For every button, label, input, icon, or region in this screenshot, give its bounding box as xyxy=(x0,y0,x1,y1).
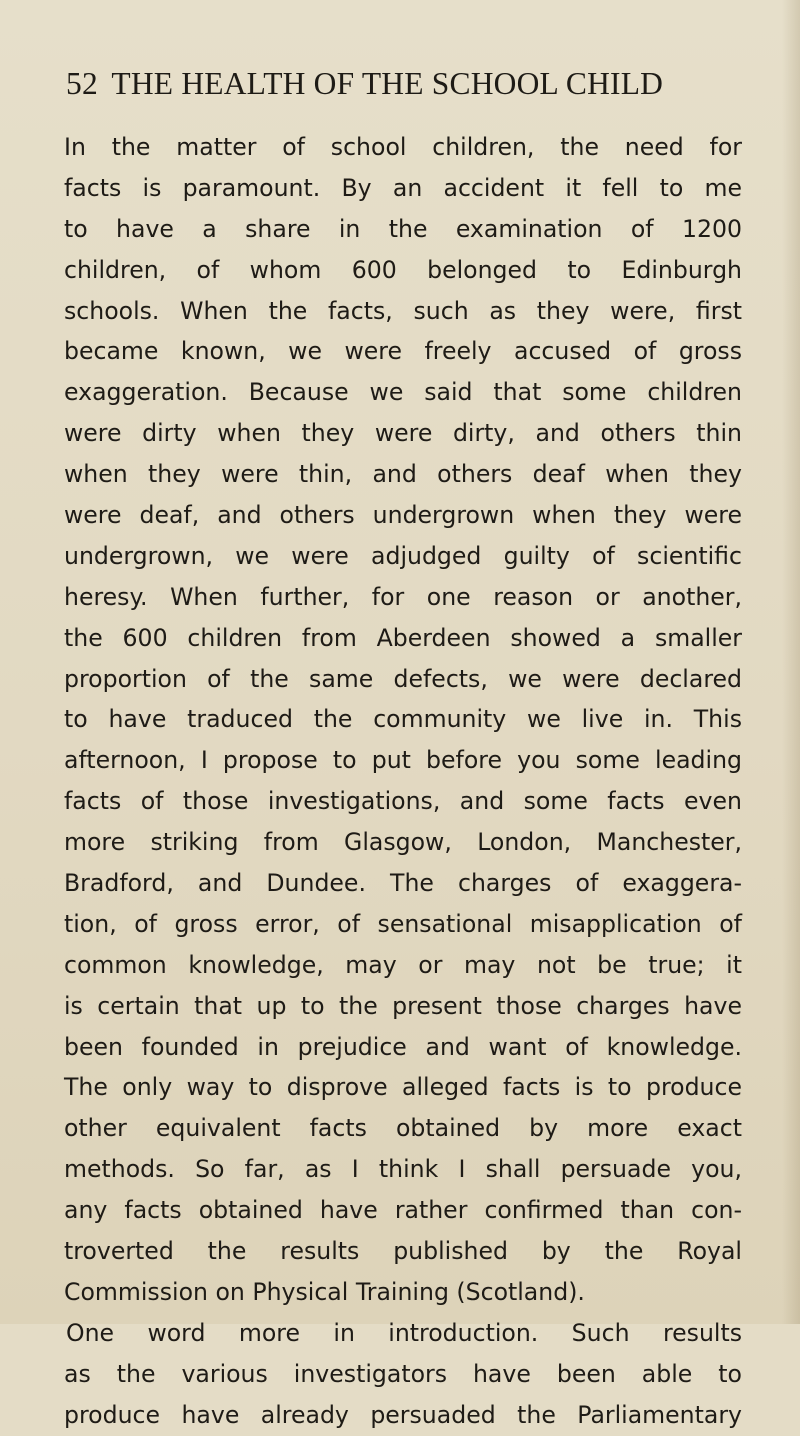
text-line: afternoon, I propose to put before you some leading xyxy=(64,746,742,775)
page-number: 52 xyxy=(66,66,98,101)
text-line: to have a share in the examination of 1200 xyxy=(64,214,742,243)
text-line: common knowledge, may or may not be true; it xyxy=(64,950,742,979)
text-line: troverted the results published by the Royal xyxy=(64,1237,742,1266)
text-line: were dirty when they were dirty, and others thin xyxy=(64,419,742,448)
text-line: became known, we were freely accused of gross xyxy=(64,337,742,366)
text-line: when they were thin, and others deaf when they xyxy=(64,460,742,489)
text-line: more striking from Glasgow, London, Manchester, xyxy=(64,828,742,857)
text-line: children, of whom 600 belonged to Edinburgh xyxy=(64,255,742,284)
text-line: facts is paramount. By an accident it fell to me xyxy=(64,173,742,202)
text-line: to have traduced the community we live in. This xyxy=(64,705,742,734)
text-line: heresy. When further, for one reason or another, xyxy=(64,582,742,611)
text-line: Bradford, and Dundee. The charges of exaggera- xyxy=(64,869,742,898)
text-line: as the various investigators have been able to xyxy=(64,1359,742,1388)
text-line: proportion of the same defects, we were declared xyxy=(64,664,742,693)
text-line: Commission on Physical Training (Scotland). xyxy=(64,1277,585,1306)
text-line: produce have already persuaded the Parliamentary xyxy=(64,1400,742,1429)
text-line: other equivalent facts obtained by more exact xyxy=(64,1114,742,1143)
text-line: exaggeration. Because we said that some children xyxy=(64,378,742,407)
text-line: facts of those investigations, and some facts even xyxy=(64,787,742,816)
running-title: THE HEALTH OF THE SCHOOL CHILD xyxy=(111,66,664,101)
text-line: In the matter of school children, the need for xyxy=(64,133,742,161)
page-edge-shadow xyxy=(782,0,800,1324)
text-line: schools. When the facts, such as they were, first xyxy=(64,296,742,325)
text-line: been founded in prejudice and want of knowledge. xyxy=(64,1032,742,1061)
running-head xyxy=(66,64,746,104)
text-line: the 600 children from Aberdeen showed a smaller xyxy=(64,623,742,652)
text-line: One word more in introduction. Such results xyxy=(66,1318,742,1347)
text-line: is certain that up to the present those charges have xyxy=(64,991,742,1020)
text-line: undergrown, we were adjudged guilty of scientific xyxy=(64,541,742,570)
text-line: were deaf, and others undergrown when they were xyxy=(64,501,742,530)
text-line: tion, of gross error, of sensational misapplication of xyxy=(64,909,742,938)
body-paragraph xyxy=(64,127,742,1436)
text-line: methods. So far, as I think I shall persuade you, xyxy=(64,1155,742,1184)
text-line: The only way to disprove alleged facts is to produce xyxy=(64,1073,742,1102)
text-line: any facts obtained have rather confirmed than con- xyxy=(64,1196,742,1225)
